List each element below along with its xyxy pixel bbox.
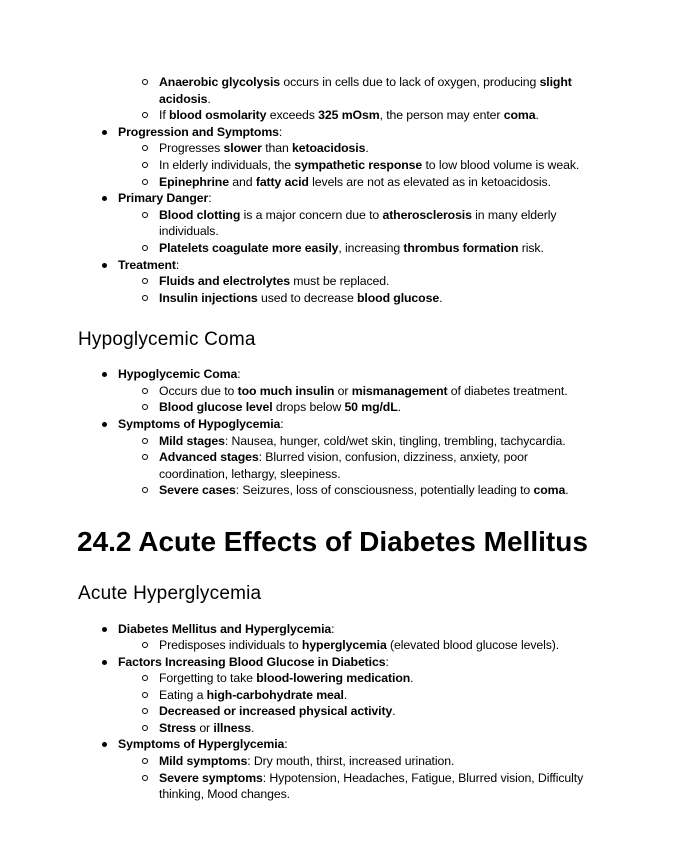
- list-item-platelets: Platelets coagulate more easily, increasing thrombus formation risk.: [159, 241, 544, 255]
- list-item-insulin: Insulin injections used to decrease blood glucose.: [159, 291, 443, 305]
- list-item-mild-symptoms: Mild symptoms: Dry mouth, thirst, increased urination.: [159, 754, 455, 768]
- list-item-predisposes: Predisposes individuals to hyperglycemia (elevated blood glucose levels).: [159, 638, 560, 652]
- list-item-eating: Eating a high-carbohydrate meal.: [159, 688, 348, 702]
- list-item-continuation: coordination, lethargy, sleepiness.: [159, 467, 341, 481]
- heading-acute-hyperglycemia: Acute Hyperglycemia: [78, 583, 262, 604]
- list-item-epinephrine: Epinephrine and fatty acid levels are not as elevated as in ketoacidosis.: [159, 175, 551, 189]
- list-item-symptoms-hypoglycemia: Symptoms of Hypoglycemia:: [118, 417, 284, 431]
- list-item-treatment: Treatment:: [118, 258, 180, 272]
- list-item-diabetes-hyperglycemia: Diabetes Mellitus and Hyperglycemia:: [118, 622, 335, 636]
- list-item-blood-osmolarity: If blood osmolarity exceeds 325 mOsm, the person may enter coma.: [159, 108, 539, 122]
- list-item-symptoms-hyperglycemia: Symptoms of Hyperglycemia:: [118, 737, 288, 751]
- list-item-severe-symptoms: Severe symptoms: Hypotension, Headaches, Fatigue, Blurred vision, Difficulty: [159, 771, 584, 785]
- list-item-occurs-due: Occurs due to too much insulin or mismanagement of diabetes treatment.: [159, 384, 568, 398]
- list-item-progresses-slower: Progresses slower than ketoacidosis.: [159, 141, 369, 155]
- list-item-fluids: Fluids and electrolytes must be replaced.: [159, 274, 390, 288]
- list-item-anaerobic-glycolysis: Anaerobic glycolysis occurs in cells due to lack of oxygen, producing slight: [159, 75, 572, 89]
- list-item-glucose-level: Blood glucose level drops below 50 mg/dL.: [159, 400, 401, 414]
- list-item-continuation: thinking, Mood changes.: [159, 787, 291, 801]
- list-item-elderly: In elderly individuals, the sympathetic response to low blood volume is weak.: [159, 158, 580, 172]
- list-item-mild-stages: Mild stages: Nausea, hunger, cold/wet skin, tingling, trembling, tachycardia.: [159, 434, 566, 448]
- list-item-factors: Factors Increasing Blood Glucose in Diabetics:: [118, 655, 389, 669]
- list-item-continuation: individuals.: [159, 224, 219, 238]
- list-item-forgetting: Forgetting to take blood-lowering medication.: [159, 671, 414, 685]
- list-item-progression: Progression and Symptoms:: [118, 125, 283, 139]
- heading-hypoglycemic-coma: Hypoglycemic Coma: [78, 329, 256, 350]
- list-item-continuation: acidosis.: [159, 92, 211, 106]
- list-item-advanced-stages: Advanced stages: Blurred vision, confusion, dizziness, anxiety, poor: [159, 450, 528, 464]
- list-item-severe-cases: Severe cases: Seizures, loss of consciousness, potentially leading to coma.: [159, 483, 569, 497]
- list-item-physical-activity: Decreased or increased physical activity.: [159, 704, 396, 718]
- chapter-title: 24.2 Acute Effects of Diabetes Mellitus: [77, 526, 588, 557]
- list-item-stress: Stress or illness.: [159, 721, 255, 735]
- list-item-hypoglycemic-coma: Hypoglycemic Coma:: [118, 367, 241, 381]
- list-item-primary-danger: Primary Danger:: [118, 191, 212, 205]
- list-item-blood-clotting: Blood clotting is a major concern due to atherosclerosis in many elderly: [159, 208, 557, 222]
